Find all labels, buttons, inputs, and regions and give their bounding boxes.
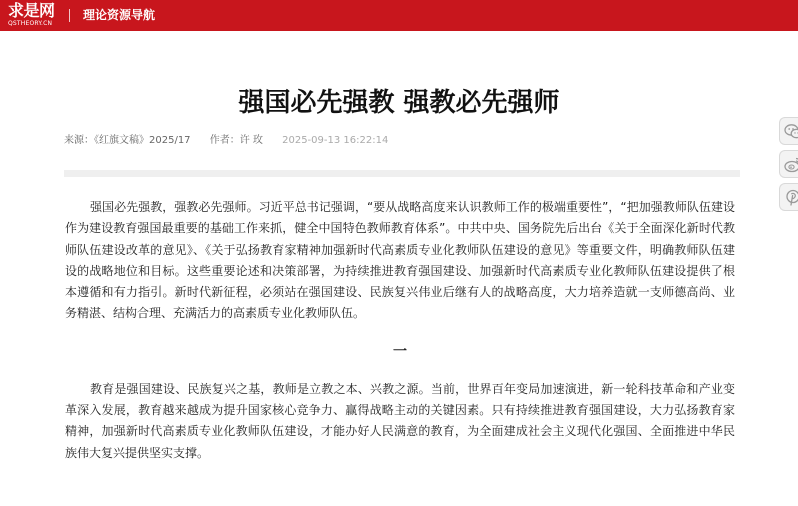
share-toolbar (779, 117, 798, 216)
article-body (65, 197, 735, 464)
pinterest-icon (784, 189, 798, 206)
weibo-icon (784, 156, 798, 173)
nav-theory-resources-link[interactable]: 理论资源导航 (83, 8, 156, 22)
article-source: 来源：《红旗文稿》2025/17 (64, 135, 191, 146)
meta-divider (64, 170, 740, 177)
top-bar (0, 0, 798, 31)
share-wechat-button[interactable] (779, 117, 798, 145)
article-meta (64, 134, 388, 148)
article-author: 作者：许 玫 (209, 135, 263, 146)
logo-text: 求是网 (8, 1, 55, 20)
article-timestamp: 2025-09-13 16:22:14 (282, 135, 389, 146)
article-paragraph: 教育是强国建设、民族复兴之基，教师是立教之本、兴教之源。当前，世界百年变局加速演进，新一轮科技革命和产业变革深入发展，教育越来越成为提升国家核心竞争力、赢得战略主动的关键因素。只有持续推进教育强国建设，大力弘扬教育家精神，加强新时代高素质专业化教师队伍建设，才能办好人民满意的教育，为全面建成社会主义现代化强国、全面推进中华民族伟大复兴提供坚实支撑。 (65, 381, 735, 460)
section-heading: 一 (393, 343, 407, 360)
article-paragraph: 强国必先强教，强教必先强师。习近平总书记强调，“要从战略高度来认识教师工作的极端重要性”，“把加强教师队伍建设作为建设教育强国最重要的基础工作来抓，健全中国特色教师教育体系”。中共中央、国务院先后出台《关于全面深化新时代教师队伍建设改革的意见》、《关于弘扬教育家精神加强新时代高素质专业化教师队伍建设的意见》等重要文件，明确教师队伍建设的战略地位和目标。这些重要论述和决策部署，为持续推进教育强国建设、加强新时代高素质专业化教师队伍建设提供了根本遵循和有力指引。新时代新征程，必须站在强国建设、民族复兴伟业后继有人的战略高度，大力培养造就一支师德高尚、业务精湛、结构合理、充满活力的高素质专业化教师队伍。 (65, 200, 735, 321)
article-title: 强国必先强教 强教必先强师 (238, 88, 560, 118)
site-logo[interactable] (8, 2, 58, 29)
wechat-icon (784, 123, 798, 140)
logo-subtext: QSTHEORY.CN (8, 20, 53, 27)
share-weibo-button[interactable] (779, 150, 798, 178)
nav-divider (69, 9, 70, 22)
share-pinterest-button[interactable] (779, 183, 798, 211)
